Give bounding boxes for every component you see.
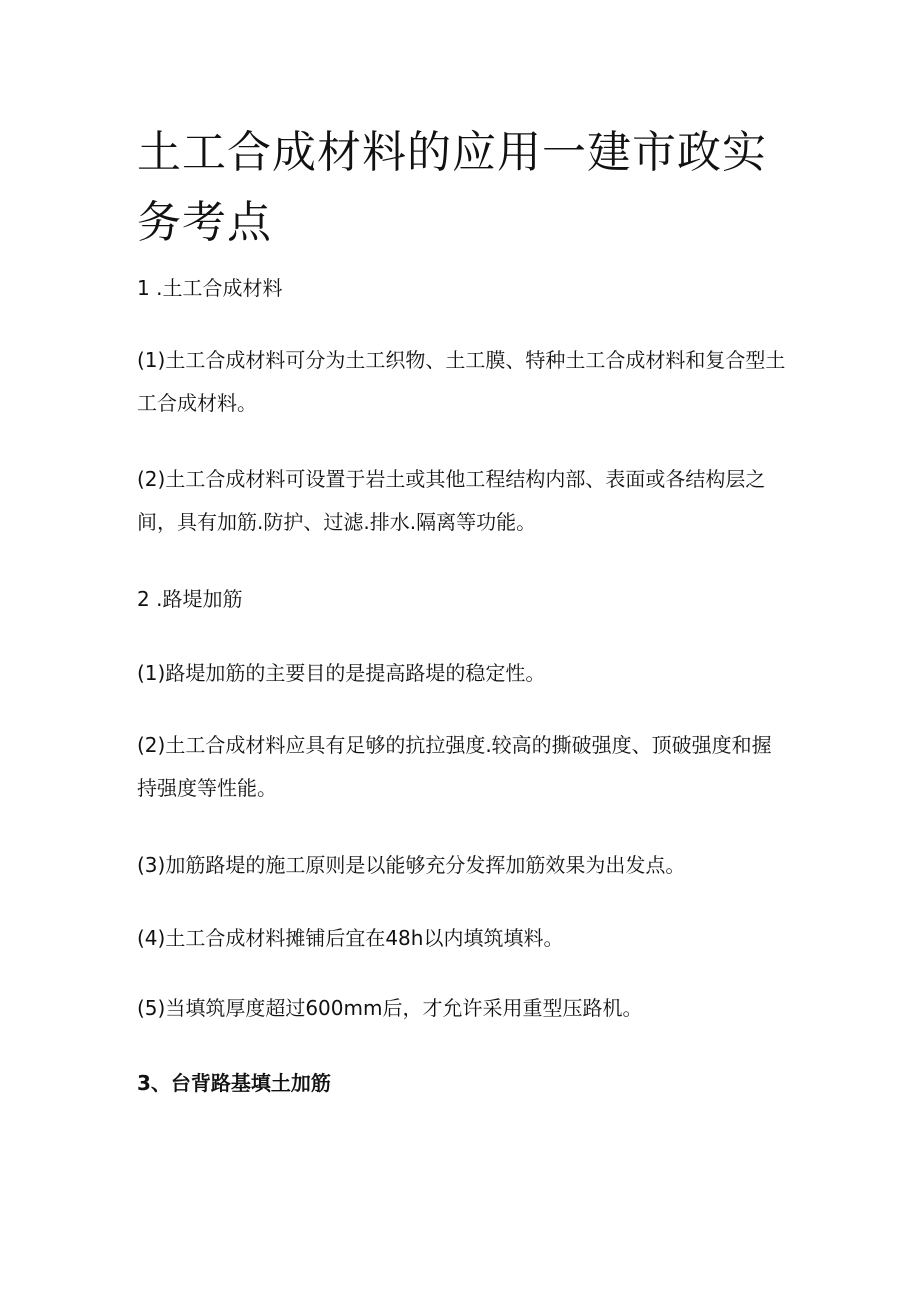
section-2-heading: 2 .路堤加筋 (137, 587, 243, 611)
document-title: 土工合成材料的应用一建市政实务考点 (137, 127, 767, 248)
section-2-item-1: (1)路堤加筋的主要目的是提高路堤的稳定性。 (137, 661, 546, 685)
section-1-heading: 1 .土工合成材料 (137, 276, 283, 300)
section-2-item-4: (4)土工合成材料摊铺后宜在48h以内填筑填料。 (137, 926, 564, 950)
section-2-item-5: (5)当填筑厚度超过600mm后，才允许采用重型压路机。 (137, 996, 643, 1020)
section-1-item-2: (2)土工合成材料可设置于岩土或其他工程结构内部、表面或各结构层之间，具有加筋.防护、过滤.排水.隔离等功能。 (137, 467, 766, 534)
section-1-item-1: (1)土工合成材料可分为土工织物、土工膜、特种土工合成材料和复合型土工合成材料。 (137, 348, 786, 415)
section-3-heading: 3、台背路基填土加筋 (137, 1071, 331, 1095)
section-2-item-2: (2)土工合成材料应具有足够的抗拉强度.较高的撕破强度、顶破强度和握持强度等性能。 (137, 733, 772, 800)
section-2-item-3: (3)加筋路堤的施工原则是以能够充分发挥加筋效果为出发点。 (137, 853, 686, 877)
